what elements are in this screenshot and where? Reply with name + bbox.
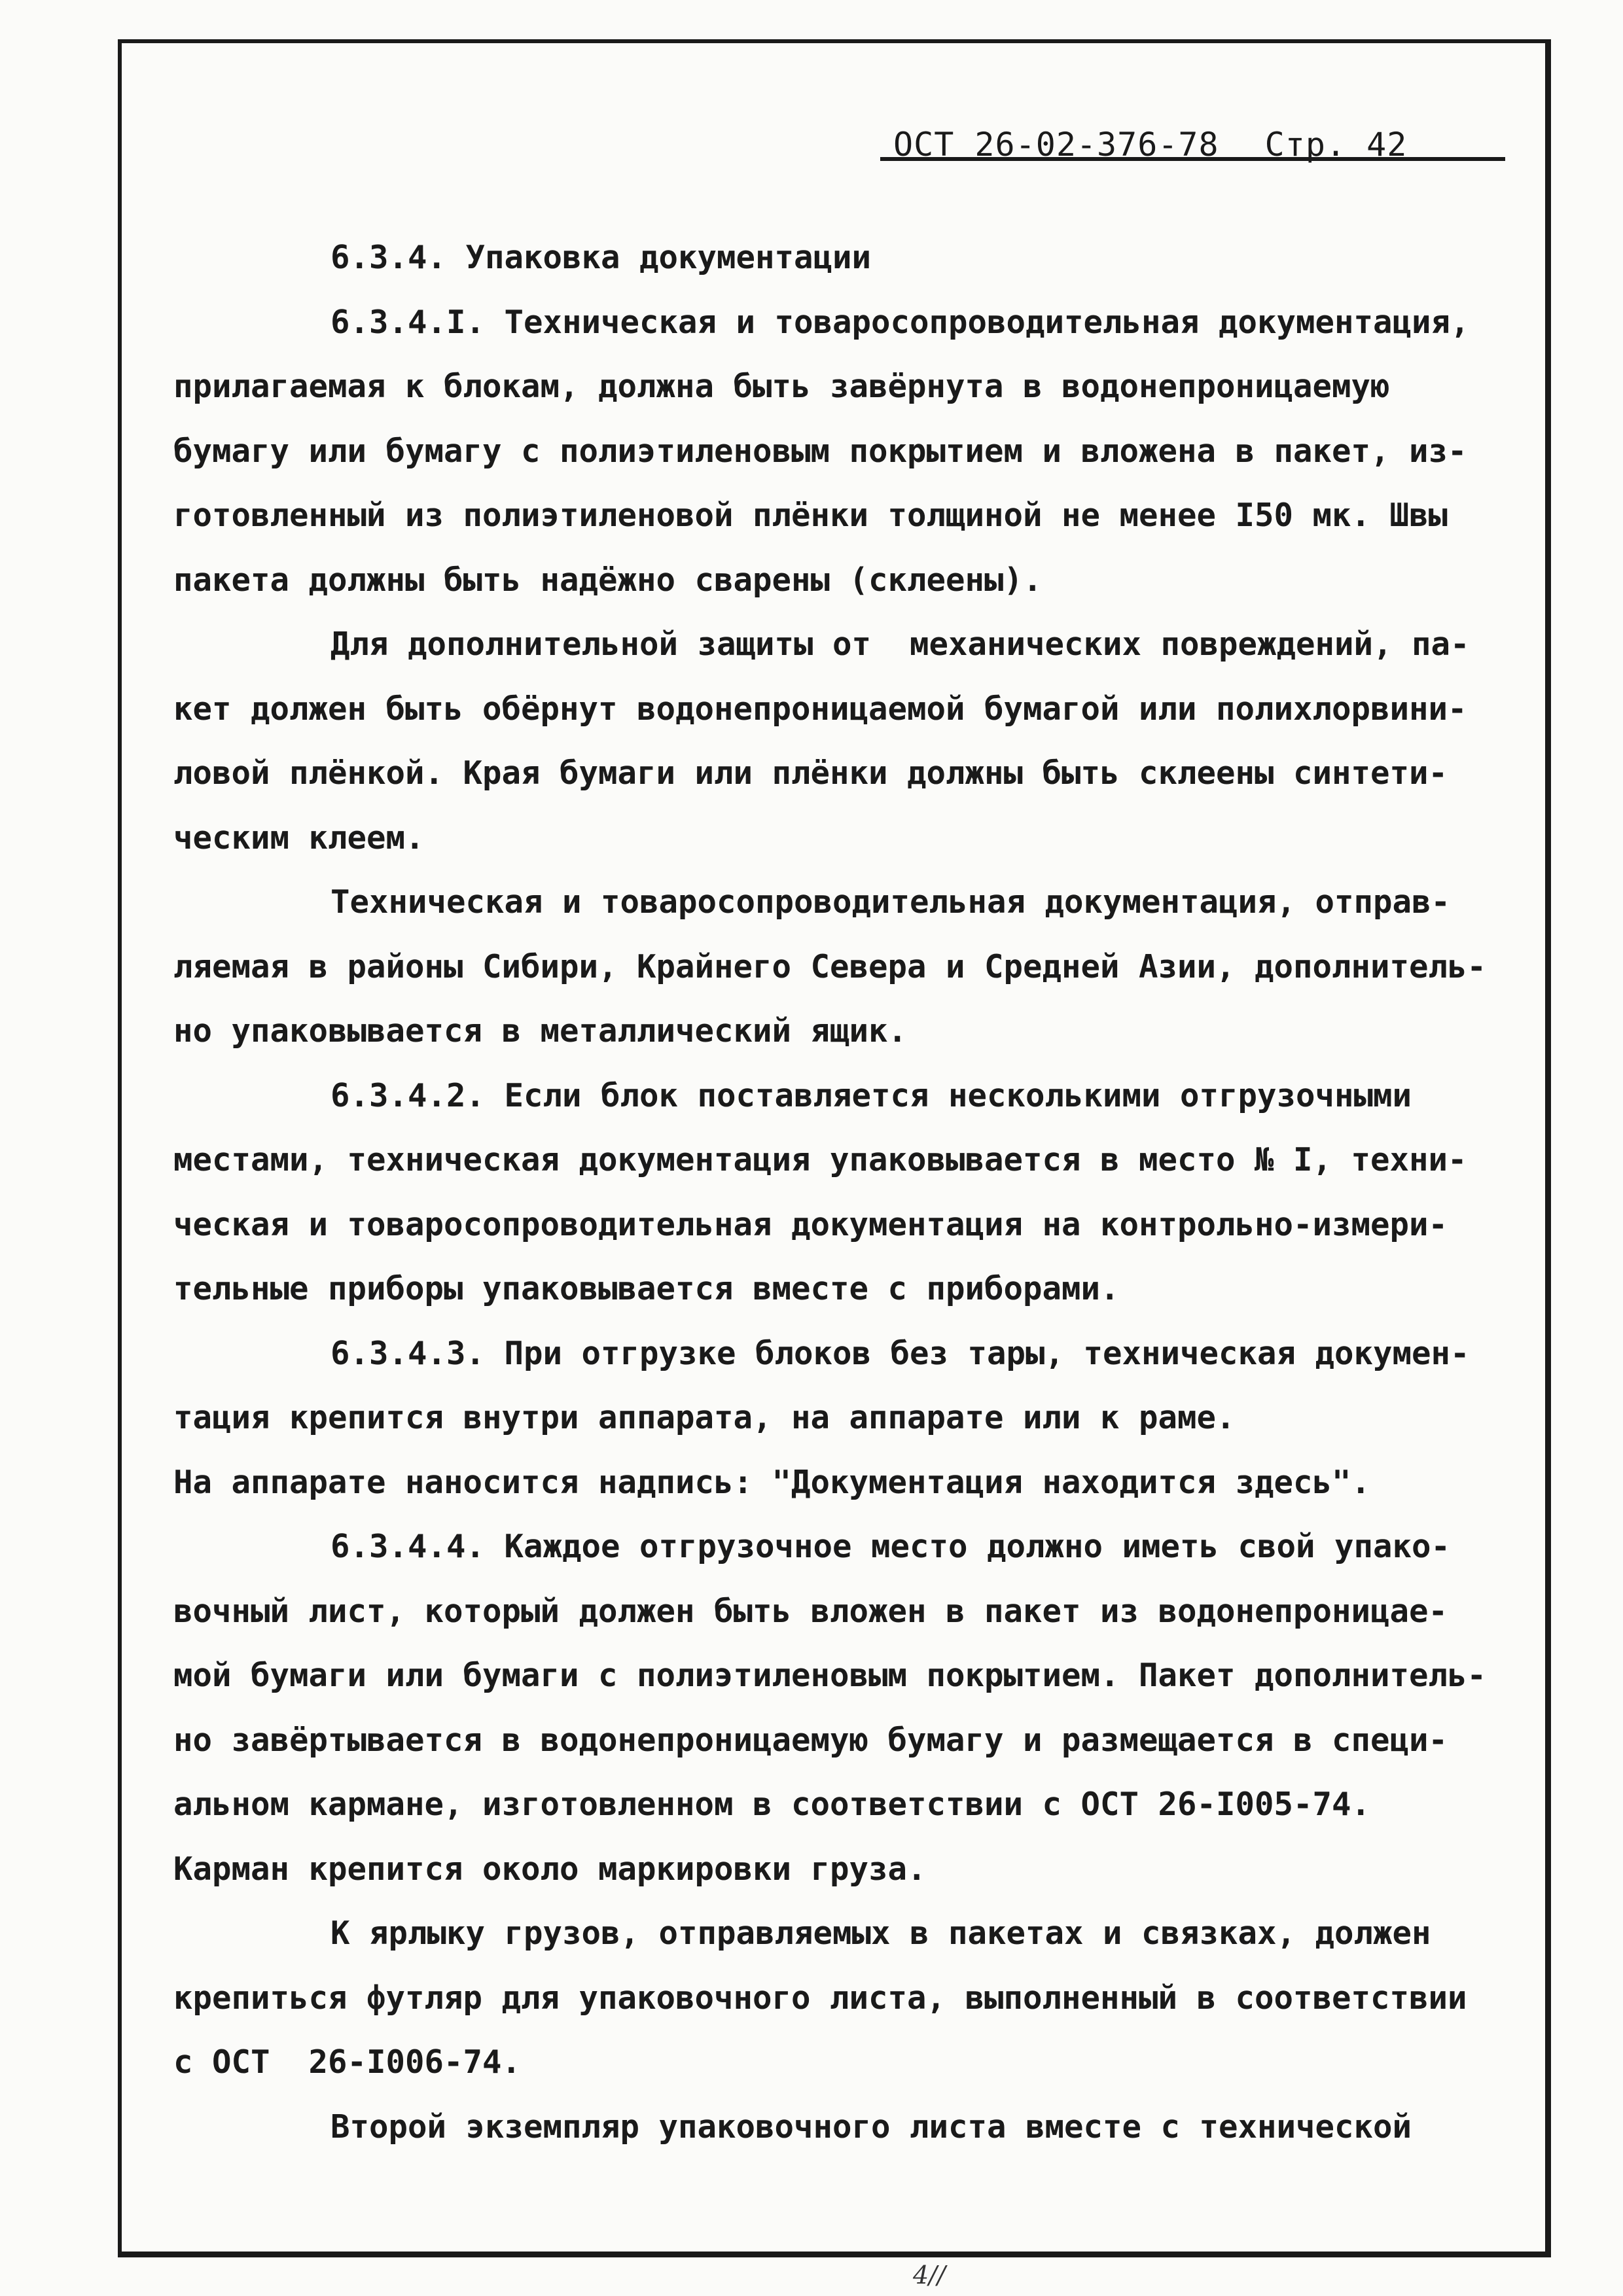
- body-text: [173, 226, 1518, 2159]
- header-underline: [880, 157, 1505, 161]
- text-line: 6.3.4. Упаковка документации: [330, 239, 872, 276]
- text-line: вочный лист, который должен быть вложен в пакет из водонепроницае-: [173, 1592, 1448, 1630]
- text-line: 6.3.4.2. Если блок поставляется несколькими отгрузочными: [330, 1076, 1412, 1114]
- text-line: Для дополнительной защиты от механических повреждений, па-: [330, 626, 1470, 663]
- text-line: но упаковывается в металлический ящик.: [173, 1012, 908, 1050]
- text-line: кет должен быть обёрнут водонепроницаемой бумагой или полихлорвини-: [173, 690, 1467, 728]
- text-line: альном кармане, изготовленном в соответствии с ОСТ 26-I005-74.: [173, 1786, 1371, 1823]
- text-line: ляемая в районы Сибири, Крайнего Севера и Средней Азии, дополнитель-: [173, 947, 1487, 985]
- text-line: с ОСТ 26-I006-74.: [173, 2043, 522, 2081]
- page-number: Стр. 42: [1264, 126, 1408, 164]
- footer-mark: 4//: [913, 2261, 946, 2289]
- text-line: ловой плёнкой. Края бумаги или плёнки должны быть склеены синтети-: [173, 754, 1448, 792]
- text-line: тельные приборы упаковывается вместе с приборами.: [173, 1270, 1120, 1307]
- text-line: крепиться футляр для упаковочного листа, выполненный в соответствии: [173, 1979, 1467, 2017]
- text-line: готовленный из полиэтиленовой плёнки толщиной не менее I50 мк. Швы: [173, 497, 1448, 534]
- text-line: пакета должны быть надёжно сварены (склеены).: [173, 561, 1043, 599]
- text-line: 6.3.4.4. Каждое отгрузочное место должно иметь свой упако-: [330, 1528, 1451, 1565]
- document-code: ОСТ 26-02-376-78: [893, 126, 1219, 164]
- text-line: Второй экземпляр упаковочного листа вместе с технической: [330, 2108, 1412, 2146]
- text-line: Карман крепится около маркировки груза.: [173, 1850, 927, 1888]
- text-line: 6.3.4.3. При отгрузке блоков без тары, техническая докумен-: [330, 1334, 1470, 1372]
- text-line: На аппарате наносится надпись: "Документация находится здесь".: [173, 1463, 1371, 1501]
- text-line: ческим клеем.: [173, 819, 425, 857]
- text-line: но завёртывается в водонепроницаемую бумагу и размещается в специ-: [173, 1721, 1448, 1759]
- text-line: К ярлыку грузов, отправляемых в пакетах и связках, должен: [330, 1915, 1431, 1952]
- text-line: 6.3.4.I. Техническая и товаросопроводительная документация,: [330, 303, 1470, 341]
- page-header: [880, 105, 1505, 164]
- text-line: мой бумаги или бумаги с полиэтиленовым покрытием. Пакет дополнитель-: [173, 1657, 1487, 1694]
- text-line: местами, техническая документация упаковывается в место № I, техни-: [173, 1141, 1467, 1178]
- text-line: тация крепится внутри аппарата, на аппарате или к раме.: [173, 1399, 1236, 1436]
- text-line: бумагу или бумагу с полиэтиленовым покрытием и вложена в пакет, из-: [173, 432, 1467, 470]
- text-line: Техническая и товаросопроводительная документация, отправ-: [330, 883, 1451, 921]
- text-line: ческая и товаросопроводительная документация на контрольно-измери-: [173, 1205, 1448, 1243]
- text-line: прилагаемая к блокам, должна быть завёрнута в водонепроницаемую: [173, 368, 1390, 405]
